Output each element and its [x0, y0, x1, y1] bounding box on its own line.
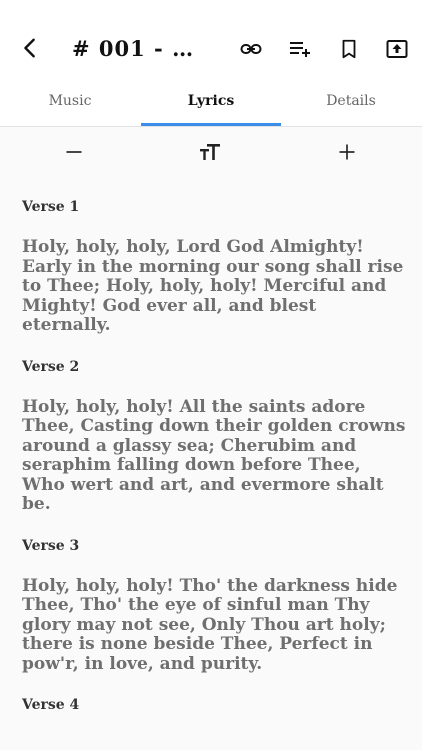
- share-icon: [385, 37, 409, 61]
- playlist-add-icon: [288, 37, 312, 61]
- tab-details[interactable]: Details: [326, 93, 376, 109]
- back-arrow-icon: [19, 37, 41, 59]
- verse-text: Holy, holy, holy! All the saints adore Thee, Casting down their golden crowns around a glassy sea; Cherubim and seraphim falling down before Thee, Who wert and art, and evermore shalt be.: [22, 396, 406, 514]
- share-button[interactable]: [384, 36, 410, 62]
- text-size-icon: [198, 140, 222, 164]
- increase-font-button[interactable]: [334, 139, 360, 165]
- verse-label: Verse 1: [22, 199, 80, 215]
- bookmark-icon: [338, 38, 360, 60]
- link-icon: [239, 37, 263, 61]
- back-button[interactable]: [16, 34, 44, 62]
- decrease-font-button[interactable]: [61, 139, 87, 165]
- verse-text: Holy, holy, holy! Tho' the darkness hide Thee, Tho' the eye of sinful man Thy glory may not see, Only Thou art holy; there is none beside Thee, Perfect in pow'r, in love, and purity.: [22, 575, 398, 674]
- active-tab-indicator: [141, 123, 281, 126]
- verse-block: [22, 535, 407, 675]
- verse-text: Holy, holy, holy, Lord God Almighty! Early in the morning our song shall rise to Thee; Holy, holy, holy! Merciful and Mighty! God ever all, and blest eternally.: [22, 237, 404, 335]
- verse-block: [22, 356, 407, 515]
- page-title: # 001 - …: [72, 36, 195, 61]
- verse-label: Verse 3: [22, 537, 80, 554]
- minus-icon: [64, 142, 84, 162]
- tab-lyrics[interactable]: Lyrics: [187, 93, 235, 109]
- tab-bar: [0, 76, 422, 127]
- verse-block: [22, 694, 407, 716]
- link-button[interactable]: [238, 36, 264, 62]
- font-size-button[interactable]: [197, 139, 223, 165]
- verse-block: [22, 196, 407, 336]
- font-size-controls: [0, 127, 422, 175]
- verse-label: Verse 4: [22, 697, 80, 713]
- lyrics-content: [22, 196, 407, 716]
- verse-label: Verse 2: [22, 358, 80, 375]
- tab-music[interactable]: Music: [48, 93, 92, 109]
- bookmark-button[interactable]: [336, 36, 362, 62]
- plus-icon: [337, 142, 357, 162]
- add-to-playlist-button[interactable]: [287, 36, 313, 62]
